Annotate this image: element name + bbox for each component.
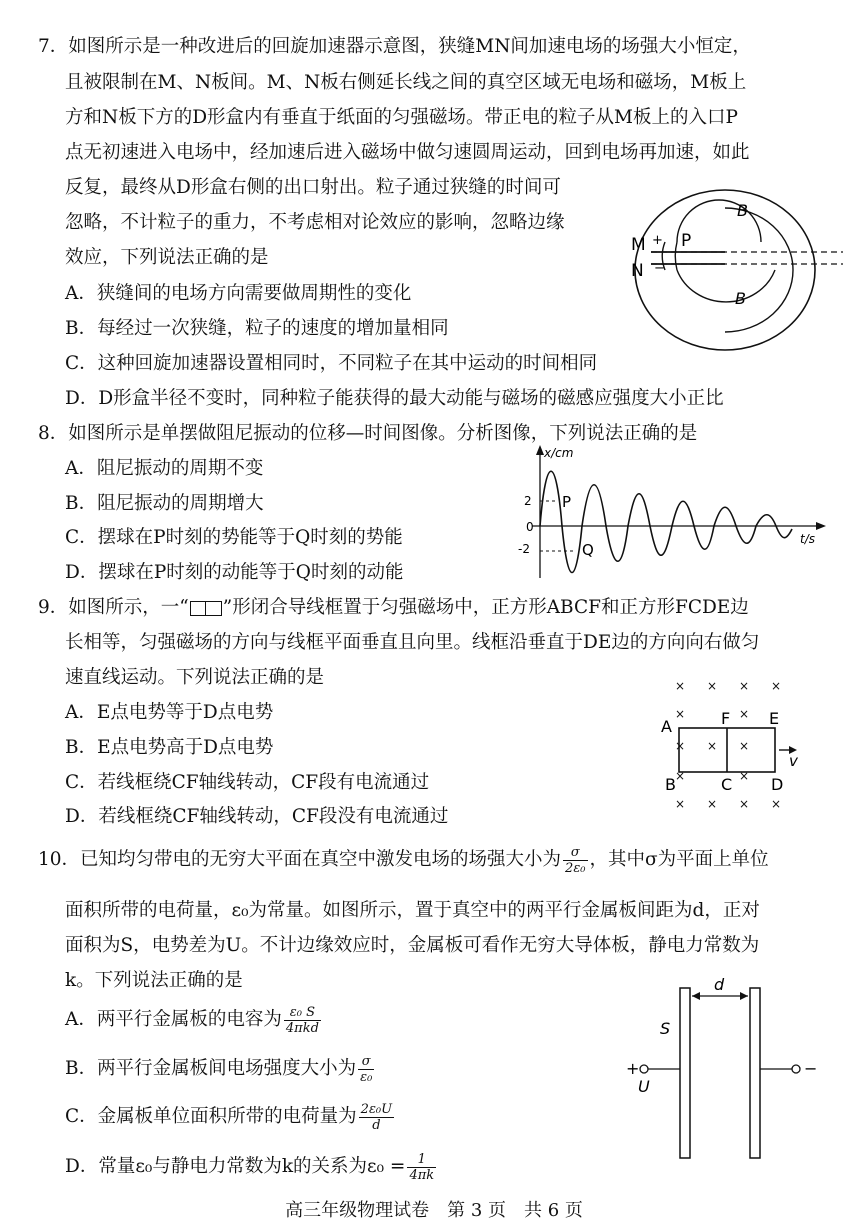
label-e: E [769, 709, 780, 728]
opt-d-num: 1 [407, 1152, 436, 1168]
q10-line-2: 面积所带的电荷量，ε₀为常量。如图所示，置于真空中的两平行金属板间距为d，正对 [65, 900, 760, 921]
label-b-top: B [737, 201, 748, 220]
q8-stem: 8．如图所示是单摆做阻尼振动的位移—时间图像。分析图像，下列说法正确的是 [38, 423, 698, 444]
svg-text:×: × [739, 679, 750, 693]
svg-text:×: × [675, 769, 686, 783]
frame-shape-icon [190, 601, 222, 616]
q10-line-1b: ，其中σ为平面上单位 [589, 849, 769, 870]
tick-0: 0 [526, 520, 534, 534]
opt-c-den: d [372, 1117, 381, 1133]
q10-line-3: 面积为S，电势差为U。不计边缘效应时，金属板可看作无穷大导体板，静电力常数为 [65, 935, 760, 956]
opt-a-num: ε₀ S [284, 1005, 321, 1021]
q7-option-a: A．狭缝间的电场方向需要做周期性的变化 [65, 283, 412, 304]
q8-option-a: A．阻尼振动的周期不变 [65, 458, 264, 479]
q8-option-d: D．摆球在P时刻的动能等于Q时刻的动能 [65, 562, 404, 583]
q9-option-a: A．E点电势等于D点电势 [65, 702, 274, 723]
q7-line-2: 且被限制在M、N板间。M、N板右侧延长线之间的真空区域无电场和磁场，M板上 [65, 72, 747, 93]
svg-text:×: × [707, 739, 718, 753]
q10-option-c-text: C．金属板单位面积所带的电荷量为 [65, 1106, 357, 1127]
q9-option-c: C．若线框绕CF轴线转动，CF段有电流通过 [65, 772, 430, 793]
left-plate [680, 988, 690, 1158]
label-s: S [660, 1019, 671, 1038]
svg-text:×: × [675, 797, 686, 811]
capacitor-figure [620, 972, 840, 1162]
label-n: N [631, 261, 644, 281]
right-terminal [792, 1065, 800, 1073]
label-p: P [681, 231, 692, 251]
x-axis-label: t/s [800, 532, 815, 546]
q7-line-5: 反复，最终从D形盒右侧的出口射出。粒子通过狭缝的时间可 [65, 177, 561, 198]
opt-c-num: 2ε₀U [360, 1101, 393, 1117]
q9-line-1-end: ”形闭合导线框置于匀强磁场中，正方形ABCF和正方形FCDE边 [222, 597, 749, 618]
q10-option-a-text: A．两平行金属板的电容为 [65, 1009, 282, 1030]
q10-option-d-text: D．常量ε₀与静电力常数为k的关系为ε₀ = [65, 1156, 406, 1177]
label-m: M [631, 235, 646, 255]
q10-option-b [65, 1052, 376, 1086]
svg-text:×: × [675, 679, 686, 693]
q7-line-7: 效应，下列说法正确的是 [65, 247, 269, 268]
damped-curve [540, 471, 792, 572]
svg-text:×: × [739, 707, 750, 721]
svg-text:×: × [707, 797, 718, 811]
page-footer: 高三年级物理试卷 第 3 页 共 6 页 [285, 1200, 583, 1221]
label-minus: − [654, 261, 665, 276]
y-axis-label: x/cm [544, 446, 574, 460]
orbit-3 [677, 270, 775, 302]
opt-b-num: σ [358, 1054, 374, 1070]
svg-text:×: × [739, 769, 750, 783]
label-d: d [714, 975, 725, 994]
q9-option-b: B．E点电势高于D点电势 [65, 737, 274, 758]
orbit-2 [675, 242, 677, 270]
label-f: F [721, 709, 731, 728]
label-plus: + [652, 233, 663, 248]
q10-option-d [65, 1150, 438, 1184]
q7-option-b: B．每经过一次狭缝，粒子的速度的增加量相同 [65, 318, 449, 339]
q8-option-b: B．阻尼振动的周期增大 [65, 493, 264, 514]
inner-arc-right [725, 208, 793, 332]
q10-line-1a: 10．已知均匀带电的无穷大平面在真空中激发电场的场强大小为 [38, 849, 562, 870]
label-p: P [562, 493, 572, 511]
right-plate [750, 988, 760, 1158]
q10-option-c [65, 1100, 396, 1134]
svg-text:×: × [675, 707, 686, 721]
left-terminal [640, 1065, 648, 1073]
cyclotron-figure [625, 180, 845, 355]
q9-line-1-start: 9．如图所示，一“ [38, 597, 189, 618]
damped-oscillation-graph [510, 443, 830, 583]
q10-option-a [65, 1003, 323, 1037]
opt-d-den: 4πk [409, 1167, 435, 1183]
q9-line-3: 速直线运动。下列说法正确的是 [65, 667, 325, 688]
q7-line-4: 点无初速进入电场中，经加速后进入磁场中做匀速圆周运动，回到电场再加速，如此 [65, 142, 750, 163]
q7-option-d: D．D形盒半径不变时，同种粒子能获得的最大动能与磁场的磁感应强度大小正比 [65, 388, 724, 409]
q7-line-3: 方和N板下方的D形盒内有垂直于纸面的匀强磁场。带正电的粒子从M板上的入口P [65, 107, 738, 128]
tick-neg2: -2 [518, 542, 530, 556]
label-a: A [661, 717, 672, 736]
tick-2: 2 [524, 494, 532, 508]
svg-text:×: × [675, 739, 686, 753]
q10-option-b-text: B．两平行金属板间电场强度大小为 [65, 1058, 357, 1079]
svg-text:×: × [739, 739, 750, 753]
label-d: D [771, 775, 784, 794]
label-b: B [665, 775, 676, 794]
field-den: 2ε₀ [565, 860, 586, 876]
q9-option-d: D．若线框绕CF轴线转动，CF段没有电流通过 [65, 806, 449, 827]
q9-line-1 [38, 591, 749, 625]
q8-option-c: C．摆球在P时刻的势能等于Q时刻的势能 [65, 527, 403, 548]
label-c: C [721, 775, 733, 794]
q10-line-4: k。下列说法正确的是 [65, 970, 243, 991]
q10-line-1 [38, 843, 769, 877]
svg-text:×: × [771, 679, 782, 693]
opt-a-den: 4πkd [285, 1020, 319, 1036]
svg-text:×: × [707, 679, 718, 693]
label-minus: − [804, 1059, 818, 1078]
q7-option-c: C．这种回旋加速器设置相同时，不同粒子在其中运动的时间相同 [65, 353, 598, 374]
q7-line-1: 7．如图所示是一种改进后的回旋加速器示意图，狭缝MN间加速电场的场强大小恒定， [38, 36, 751, 57]
wire-frame-figure [655, 676, 815, 816]
label-v: v [789, 752, 798, 770]
svg-text:×: × [771, 797, 782, 811]
q7-line-6: 忽略，不计粒子的重力，不考虑相对论效应的影响，忽略边缘 [65, 212, 565, 233]
label-u: U [638, 1077, 650, 1096]
label-q: Q [582, 541, 594, 559]
field-fraction [563, 845, 587, 876]
outer-d-arc [635, 190, 725, 350]
opt-b-den: ε₀ [360, 1069, 373, 1085]
label-plus: + [626, 1059, 640, 1078]
field-num: σ [563, 845, 587, 861]
q9-line-2: 长相等，匀强磁场的方向与线框平面垂直且向里。线框沿垂直于DE边的方向向右做匀 [65, 632, 760, 653]
svg-text:×: × [739, 797, 750, 811]
label-b-bottom: B [735, 289, 746, 308]
